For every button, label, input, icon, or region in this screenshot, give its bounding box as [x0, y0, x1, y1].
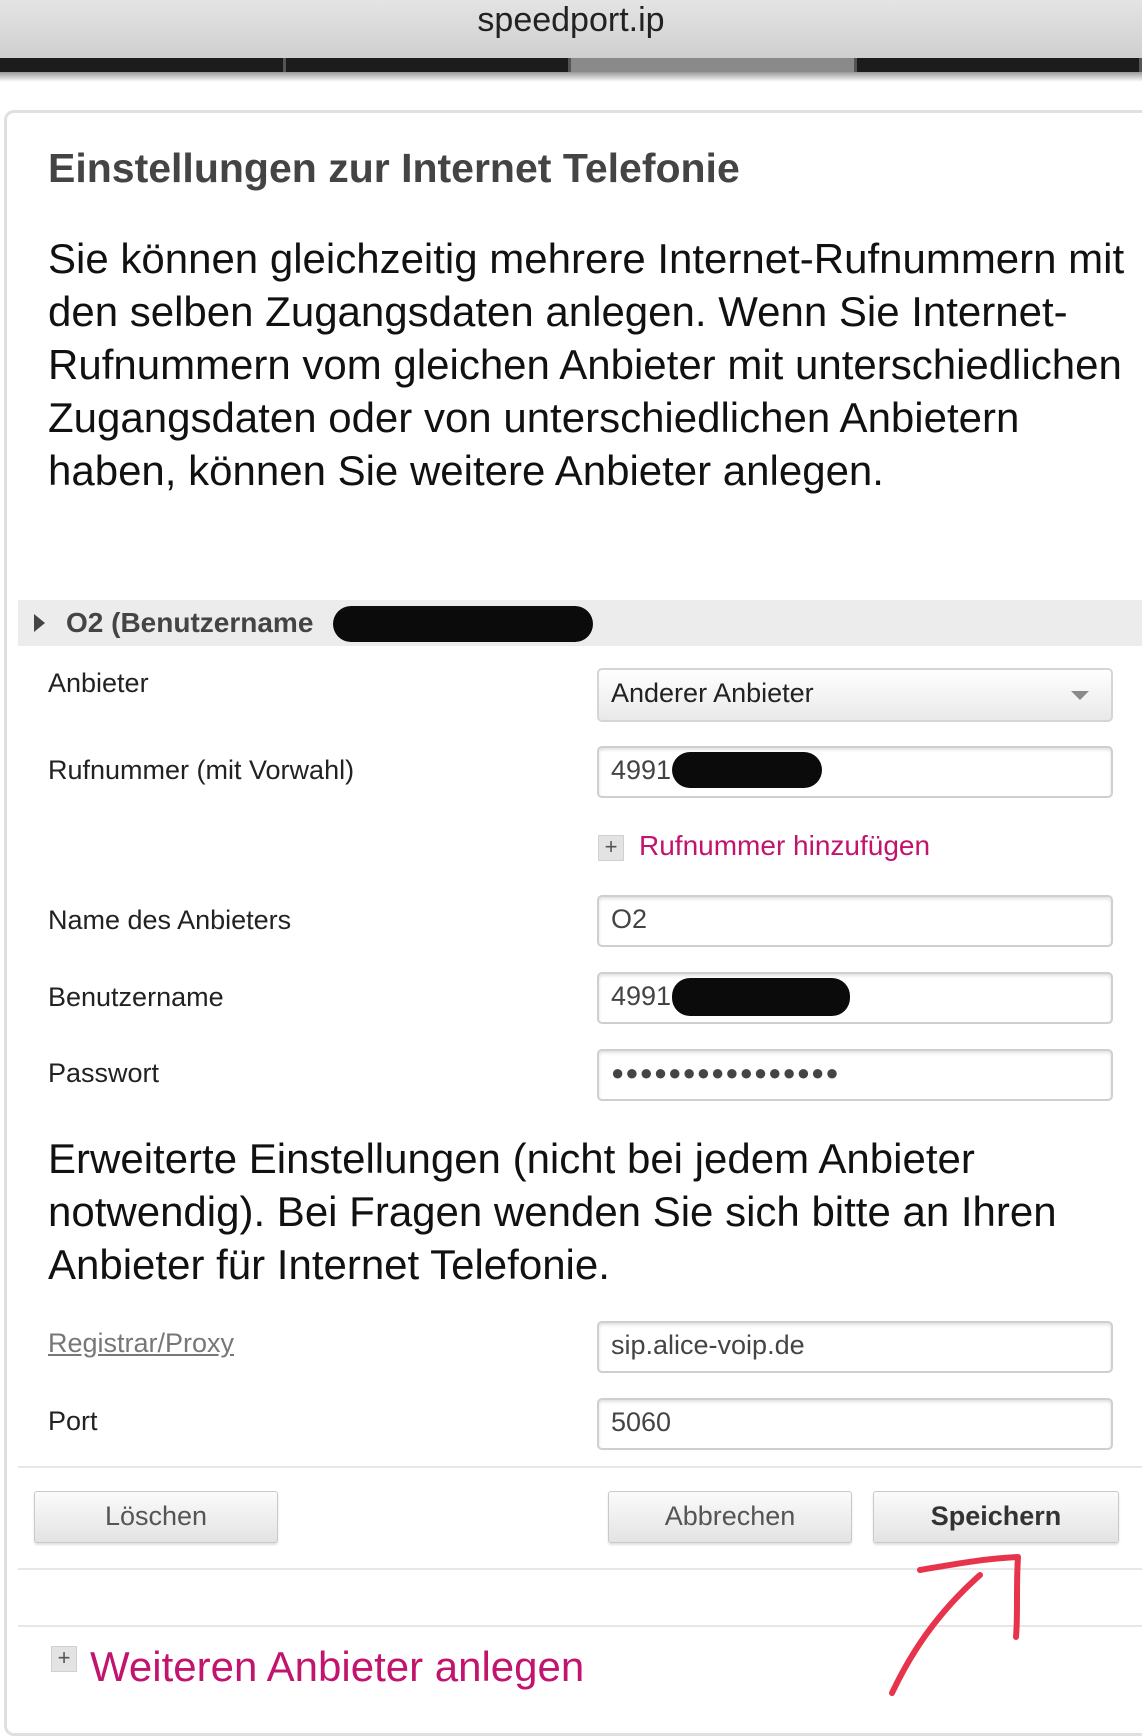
delete-button[interactable]: Löschen: [34, 1491, 278, 1543]
port-field-box: [597, 1398, 1113, 1450]
provider-name-label: Name des Anbieters: [48, 905, 291, 936]
save-button[interactable]: Speichern: [873, 1491, 1119, 1543]
plus-icon[interactable]: +: [51, 1646, 77, 1672]
toolbar-shadow: [0, 72, 1142, 82]
browser-tab-strip: [0, 58, 1142, 72]
provider-section-header[interactable]: [18, 600, 1142, 646]
registrar-field-box: [597, 1321, 1113, 1373]
browser-tab[interactable]: [857, 58, 1142, 72]
intro-text: Sie können gleichzeitig mehrere Internet-Rufnummern mit den selben Zugangsdaten anlegen. Wenn Sie Internet-Rufnummern vom gleichen Anbieter mit unterschiedlichen Zugangsdaten oder von unterschiedlichen Anbietern haben, können Sie weitere Anbieter anlegen.: [48, 232, 1128, 497]
add-number-link[interactable]: Rufnummer hinzufügen: [639, 830, 930, 862]
browser-tab-active[interactable]: [571, 58, 857, 72]
anbieter-select-value: Anderer Anbieter: [611, 678, 814, 709]
browser-address-bar[interactable]: [0, 0, 1142, 58]
provider-name-input[interactable]: [599, 897, 1091, 941]
page-title: Einstellungen zur Internet Telefonie: [48, 145, 740, 192]
username-label: Benutzername: [48, 982, 224, 1013]
add-provider-link[interactable]: Weiteren Anbieter anlegen: [90, 1643, 584, 1691]
password-field-box: [597, 1049, 1113, 1101]
chevron-down-icon: [1071, 691, 1089, 700]
anbieter-label: Anbieter: [48, 668, 149, 699]
port-input[interactable]: [599, 1400, 1091, 1444]
advanced-settings-text: Erweiterte Einstellungen (nicht bei jedem Anbieter notwendig). Bei Fragen wenden Sie sich bitte an Ihren Anbieter für Internet Telefonie.: [48, 1132, 1128, 1291]
anbieter-select[interactable]: [597, 668, 1113, 722]
browser-tab[interactable]: [0, 58, 286, 72]
provider-name-field-box: [597, 895, 1113, 947]
divider: [18, 1466, 1142, 1468]
cancel-button[interactable]: Abbrechen: [608, 1491, 852, 1543]
redaction-mark: [333, 606, 593, 642]
plus-icon[interactable]: +: [598, 835, 624, 861]
registrar-proxy-link[interactable]: Registrar/Proxy: [48, 1328, 234, 1359]
url-text[interactable]: speedport.ip: [0, 0, 1142, 40]
browser-tab[interactable]: [286, 58, 572, 72]
redaction-mark: [672, 752, 822, 788]
password-input[interactable]: [599, 1051, 1091, 1095]
registrar-input[interactable]: [599, 1323, 1091, 1367]
expand-triangle-icon[interactable]: [34, 614, 45, 632]
redaction-mark: [672, 978, 850, 1016]
provider-section-title: O2 (Benutzername: [66, 604, 313, 642]
annotation-arrow-icon: [880, 1545, 1030, 1700]
rufnummer-label: Rufnummer (mit Vorwahl): [48, 755, 354, 786]
password-label: Passwort: [48, 1058, 159, 1089]
port-label: Port: [48, 1406, 98, 1437]
